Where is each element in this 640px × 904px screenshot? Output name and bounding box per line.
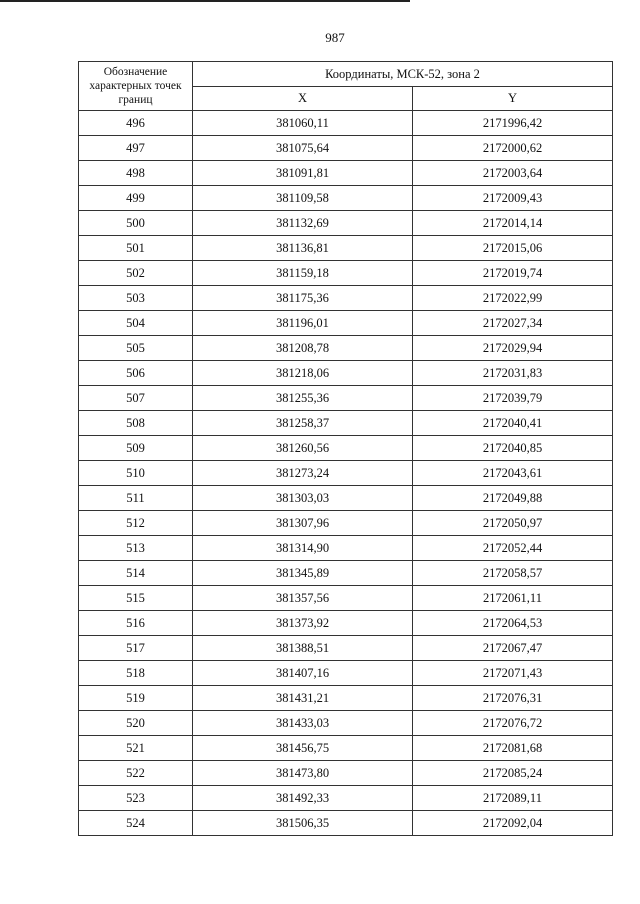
y-cell: 2172040,85 [413,436,613,461]
point-cell: 503 [79,286,193,311]
y-cell: 2172014,14 [413,211,613,236]
table-row [79,436,613,461]
y-cell: 2172071,43 [413,661,613,686]
point-cell: 496 [79,111,193,136]
table-row [79,586,613,611]
x-cell: 381196,01 [193,311,413,336]
table-row [79,511,613,536]
point-cell: 508 [79,411,193,436]
y-cell: 2172076,72 [413,711,613,736]
table-row [79,636,613,661]
table-row [79,261,613,286]
x-cell: 381159,18 [193,261,413,286]
point-cell: 499 [79,186,193,211]
x-cell: 381388,51 [193,636,413,661]
x-cell: 381357,56 [193,586,413,611]
y-cell: 2172058,57 [413,561,613,586]
table-header [79,62,613,111]
y-cell: 2172000,62 [413,136,613,161]
table-row [79,286,613,311]
x-cell: 381492,33 [193,786,413,811]
x-cell: 381260,56 [193,436,413,461]
point-cell: 505 [79,336,193,361]
x-cell: 381407,16 [193,661,413,686]
y-cell: 2172019,74 [413,261,613,286]
table-row [79,486,613,511]
y-cell: 2171996,42 [413,111,613,136]
table-row [79,111,613,136]
table-row [79,536,613,561]
y-column-header: Y [413,87,613,111]
y-cell: 2172067,47 [413,636,613,661]
x-cell: 381255,36 [193,386,413,411]
y-cell: 2172022,99 [413,286,613,311]
x-cell: 381075,64 [193,136,413,161]
point-cell: 519 [79,686,193,711]
y-cell: 2172064,53 [413,611,613,636]
y-cell: 2172089,11 [413,786,613,811]
x-cell: 381208,78 [193,336,413,361]
y-cell: 2172085,24 [413,761,613,786]
x-cell: 381473,80 [193,761,413,786]
point-cell: 506 [79,361,193,386]
table-row [79,211,613,236]
x-cell: 381373,92 [193,611,413,636]
y-cell: 2172039,79 [413,386,613,411]
point-cell: 523 [79,786,193,811]
point-cell: 516 [79,611,193,636]
x-cell: 381060,11 [193,111,413,136]
point-cell: 507 [79,386,193,411]
y-cell: 2172027,34 [413,311,613,336]
point-cell: 498 [79,161,193,186]
table-row [79,711,613,736]
point-cell: 497 [79,136,193,161]
table-row [79,411,613,436]
point-cell: 504 [79,311,193,336]
y-cell: 2172031,83 [413,361,613,386]
table-row [79,186,613,211]
table-row [79,611,613,636]
x-cell: 381136,81 [193,236,413,261]
y-cell: 2172050,97 [413,511,613,536]
table-row [79,161,613,186]
table-row [79,236,613,261]
y-cell: 2172029,94 [413,336,613,361]
x-cell: 381132,69 [193,211,413,236]
point-cell: 500 [79,211,193,236]
point-cell: 512 [79,511,193,536]
point-cell: 517 [79,636,193,661]
y-cell: 2172052,44 [413,536,613,561]
page-number: 987 [325,30,345,45]
point-cell: 502 [79,261,193,286]
table-row [79,686,613,711]
table-row [79,136,613,161]
x-cell: 381091,81 [193,161,413,186]
y-cell: 2172009,43 [413,186,613,211]
x-cell: 381218,06 [193,361,413,386]
table-row [79,311,613,336]
point-label-header: Обозначение характерных точек границ [79,62,193,111]
point-cell: 520 [79,711,193,736]
x-cell: 381303,03 [193,486,413,511]
x-cell: 381109,58 [193,186,413,211]
coordinate-system-header: Координаты, МСК-52, зона 2 [193,62,613,87]
point-cell: 524 [79,811,193,836]
point-cell: 501 [79,236,193,261]
x-cell: 381314,90 [193,536,413,561]
x-cell: 381506,35 [193,811,413,836]
table-row [79,786,613,811]
table-row [79,361,613,386]
y-cell: 2172092,04 [413,811,613,836]
point-cell: 514 [79,561,193,586]
y-cell: 2172061,11 [413,586,613,611]
x-cell: 381175,36 [193,286,413,311]
table-body [79,111,613,836]
point-cell: 511 [79,486,193,511]
x-cell: 381258,37 [193,411,413,436]
point-cell: 518 [79,661,193,686]
y-cell: 2172003,64 [413,161,613,186]
y-cell: 2172076,31 [413,686,613,711]
table-row [79,561,613,586]
y-cell: 2172043,61 [413,461,613,486]
point-cell: 521 [79,736,193,761]
coordinates-table [78,61,613,836]
top-rule [0,0,410,2]
x-cell: 381431,21 [193,686,413,711]
x-column-header: X [193,87,413,111]
y-cell: 2172015,06 [413,236,613,261]
table-row [79,811,613,836]
x-cell: 381456,75 [193,736,413,761]
y-cell: 2172049,88 [413,486,613,511]
x-cell: 381273,24 [193,461,413,486]
table-row [79,736,613,761]
point-cell: 522 [79,761,193,786]
point-cell: 510 [79,461,193,486]
point-cell: 515 [79,586,193,611]
x-cell: 381433,03 [193,711,413,736]
point-cell: 509 [79,436,193,461]
table-row [79,461,613,486]
table-row [79,386,613,411]
point-cell: 513 [79,536,193,561]
y-cell: 2172081,68 [413,736,613,761]
table-row [79,661,613,686]
table-row [79,336,613,361]
table-row [79,761,613,786]
x-cell: 381307,96 [193,511,413,536]
y-cell: 2172040,41 [413,411,613,436]
x-cell: 381345,89 [193,561,413,586]
